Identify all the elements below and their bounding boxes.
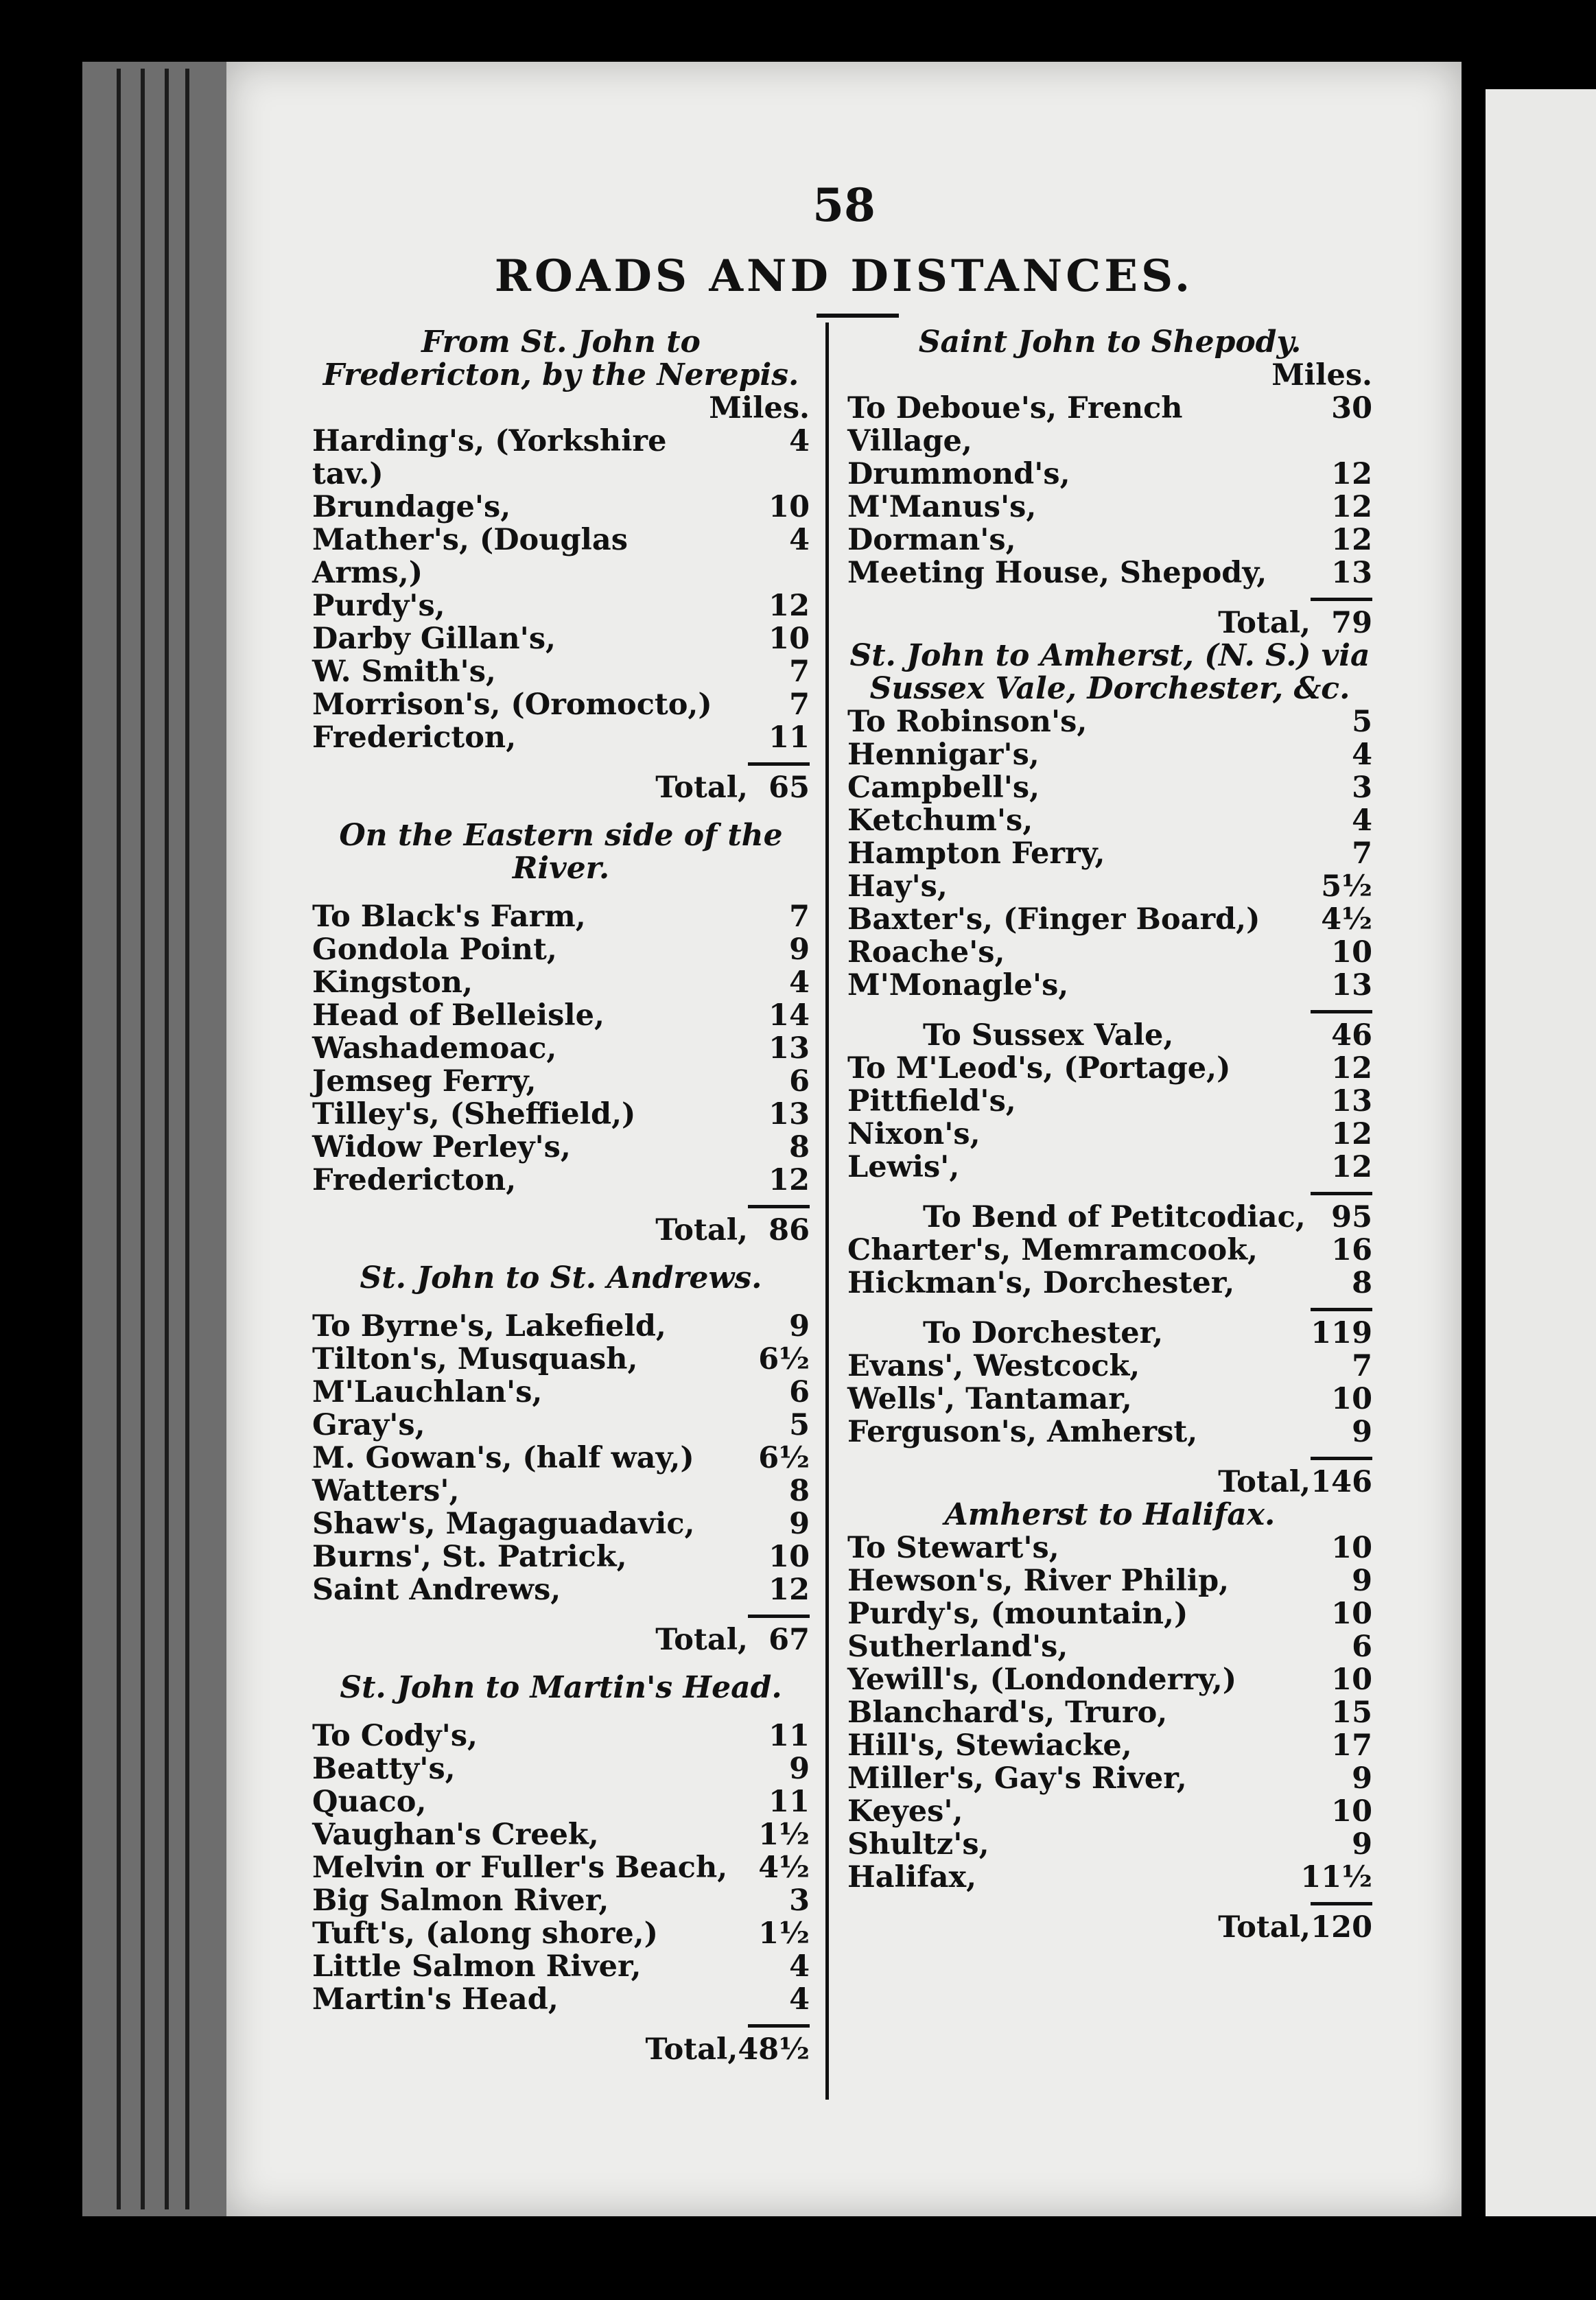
place-name: Hampton Ferry, bbox=[847, 836, 1105, 871]
miles-column-label: Miles. bbox=[1271, 358, 1372, 392]
place-name: To M'Leod's, (Portage,) bbox=[847, 1051, 1231, 1086]
miles-value: 12 bbox=[1331, 1117, 1372, 1151]
book-page-edges bbox=[82, 62, 240, 2216]
route-row bbox=[847, 1350, 1372, 1383]
sum-rule bbox=[1311, 598, 1372, 601]
route-row bbox=[847, 1118, 1372, 1151]
section-heading: St. John to Martin's Head. bbox=[340, 1670, 782, 1705]
sum-rule bbox=[748, 2024, 810, 2028]
route-row bbox=[312, 1032, 810, 1065]
total-label: Total, bbox=[655, 1623, 748, 1657]
miles-value: 4½ bbox=[758, 1851, 810, 1885]
right-column bbox=[847, 326, 1372, 1944]
route-list bbox=[312, 425, 810, 754]
place-name: Little Salmon River, bbox=[312, 1949, 642, 1984]
place-name: Gray's, bbox=[312, 1408, 425, 1442]
place-name: Ferguson's, Amherst, bbox=[847, 1415, 1198, 1449]
place-name: Yewill's, (Londonderry,) bbox=[847, 1663, 1237, 1697]
section-heading: St. John to Amherst, (N. S.) via Sussex Vale, Dorchester, &c. bbox=[849, 638, 1370, 706]
route-row bbox=[847, 524, 1372, 556]
section-heading: From St. John to Fredericton, by the Nerepis. bbox=[322, 325, 799, 392]
place-name: Shultz's, bbox=[847, 1827, 989, 1862]
place-name: Baxter's, (Finger Board,) bbox=[847, 902, 1260, 937]
total-value: 67 bbox=[768, 1623, 810, 1657]
miles-value: 9 bbox=[1352, 1827, 1372, 1862]
route-row bbox=[847, 1085, 1372, 1118]
sum-rule bbox=[1311, 1192, 1372, 1195]
place-name: Harding's, (Yorkshire tav.) bbox=[312, 424, 667, 491]
page-edge-line bbox=[165, 69, 169, 2209]
place-name: Roache's, bbox=[847, 935, 1005, 970]
route-row bbox=[847, 1762, 1372, 1795]
route-row bbox=[312, 966, 810, 999]
route-row bbox=[312, 1131, 810, 1164]
route-row bbox=[847, 556, 1372, 589]
place-name: Big Salmon River, bbox=[312, 1884, 609, 1918]
place-name: Wells', Tantamar, bbox=[847, 1382, 1132, 1416]
miles-value: 4 bbox=[789, 523, 810, 557]
total-row bbox=[312, 1214, 810, 1247]
miles-value: 10 bbox=[1331, 935, 1372, 970]
route-list bbox=[847, 1234, 1372, 1300]
place-name: Kingston, bbox=[312, 965, 473, 1000]
place-name: Meeting House, Shepody, bbox=[847, 556, 1267, 590]
route-row bbox=[847, 1564, 1372, 1597]
route-list bbox=[847, 1532, 1372, 1894]
place-name: Tilley's, (Sheffield,) bbox=[312, 1097, 636, 1131]
miles-value: 8 bbox=[789, 1130, 810, 1164]
route-row bbox=[847, 705, 1372, 738]
total-value: 120 bbox=[1311, 1910, 1372, 1945]
miles-value: 9 bbox=[1352, 1564, 1372, 1598]
miles-value: 1½ bbox=[758, 1818, 810, 1852]
place-name: Darby Gillan's, bbox=[312, 622, 556, 656]
route-row bbox=[847, 837, 1372, 870]
miles-value: 12 bbox=[768, 1163, 810, 1197]
place-name: Halifax, bbox=[847, 1860, 977, 1894]
miles-value: 3 bbox=[789, 1884, 810, 1918]
miles-value: 12 bbox=[1331, 490, 1372, 524]
place-name: Purdy's, bbox=[312, 589, 445, 623]
book-page bbox=[226, 62, 1462, 2216]
miles-value: 12 bbox=[1331, 523, 1372, 557]
miles-value: 12 bbox=[1331, 1150, 1372, 1184]
route-row bbox=[312, 1475, 810, 1507]
route-row bbox=[847, 1052, 1372, 1085]
miles-value: 10 bbox=[768, 1540, 810, 1574]
route-row bbox=[847, 1663, 1372, 1696]
miles-value: 9 bbox=[1352, 1761, 1372, 1796]
route-row bbox=[312, 1164, 810, 1197]
place-name: Pittfield's, bbox=[847, 1084, 1016, 1118]
miles-value: 12 bbox=[1331, 1051, 1372, 1086]
page-title: ROADS AND DISTANCES. bbox=[494, 250, 1194, 302]
section-heading: On the Eastern side of the River. bbox=[339, 818, 783, 886]
subtotal-row bbox=[847, 1317, 1372, 1350]
miles-value: 5 bbox=[789, 1408, 810, 1442]
place-name: Sutherland's, bbox=[847, 1630, 1068, 1664]
place-name: Widow Perley's, bbox=[312, 1130, 571, 1164]
miles-value: 10 bbox=[1331, 1794, 1372, 1829]
miles-value: 7 bbox=[789, 900, 810, 934]
miles-value: 11 bbox=[768, 720, 810, 755]
place-name: Beatty's, bbox=[312, 1752, 456, 1786]
place-name: To Byrne's, Lakefield, bbox=[312, 1309, 666, 1343]
place-name: Hill's, Stewiacke, bbox=[847, 1728, 1132, 1763]
route-row bbox=[312, 622, 810, 655]
route-list bbox=[312, 1310, 810, 1606]
route-row bbox=[847, 1696, 1372, 1729]
place-name: To Robinson's, bbox=[847, 705, 1088, 739]
route-row bbox=[312, 1720, 810, 1752]
route-row bbox=[847, 1828, 1372, 1861]
miles-value: 11½ bbox=[1300, 1860, 1372, 1894]
route-row bbox=[312, 1098, 810, 1131]
place-name: Dorman's, bbox=[847, 523, 1016, 557]
place-name: Hay's, bbox=[847, 869, 948, 904]
miles-value: 12 bbox=[1331, 457, 1372, 491]
route-row bbox=[312, 688, 810, 721]
place-name: Tilton's, Musquash, bbox=[312, 1342, 638, 1376]
miles-value: 8 bbox=[1352, 1266, 1372, 1300]
subtotal-label: To Dorchester, bbox=[923, 1316, 1164, 1350]
miles-value: 4 bbox=[1352, 803, 1372, 838]
total-row bbox=[312, 1623, 810, 1656]
route-row bbox=[847, 903, 1372, 936]
route-row bbox=[847, 1267, 1372, 1300]
place-name: M. Gowan's, (half way,) bbox=[312, 1441, 694, 1475]
subtotal-row bbox=[847, 1201, 1372, 1234]
place-name: Hewson's, River Philip, bbox=[847, 1564, 1230, 1598]
route-row bbox=[312, 1851, 810, 1884]
miles-value: 13 bbox=[768, 1097, 810, 1131]
route-list bbox=[847, 1350, 1372, 1448]
section-heading: St. John to St. Andrews. bbox=[360, 1260, 762, 1295]
miles-column-label: Miles. bbox=[709, 391, 810, 425]
sum-rule bbox=[748, 762, 810, 766]
route-list bbox=[847, 1052, 1372, 1184]
place-name: Nixon's, bbox=[847, 1117, 981, 1151]
route-row bbox=[312, 1540, 810, 1573]
miles-value: 11 bbox=[768, 1785, 810, 1819]
place-name: Quaco, bbox=[312, 1785, 427, 1819]
place-name: Watters', bbox=[312, 1474, 460, 1508]
miles-value: 13 bbox=[768, 1031, 810, 1066]
place-name: Washademoac, bbox=[312, 1031, 557, 1066]
miles-value: 6 bbox=[789, 1064, 810, 1099]
sum-rule bbox=[1311, 1457, 1372, 1460]
place-name: Mather's, (Douglas Arms,) bbox=[312, 523, 628, 590]
place-name: Campbell's, bbox=[847, 771, 1040, 805]
subtotal-row bbox=[847, 1019, 1372, 1052]
route-row bbox=[312, 589, 810, 622]
route-row bbox=[847, 1630, 1372, 1663]
route-row bbox=[312, 491, 810, 524]
miles-value: 4 bbox=[789, 424, 810, 458]
route-row bbox=[312, 425, 810, 491]
route-row bbox=[847, 1151, 1372, 1184]
place-name: To Stewart's, bbox=[847, 1531, 1059, 1565]
miles-value: 8 bbox=[789, 1474, 810, 1508]
place-name: Shaw's, Magaguadavic, bbox=[312, 1507, 695, 1541]
place-name: Tuft's, (along shore,) bbox=[312, 1916, 658, 1951]
miles-value: 7 bbox=[789, 688, 810, 722]
route-row bbox=[847, 458, 1372, 491]
route-row bbox=[312, 1409, 810, 1442]
facing-page-edge bbox=[1486, 89, 1596, 2216]
miles-value: 9 bbox=[789, 1507, 810, 1541]
route-list bbox=[847, 705, 1372, 1002]
route-row bbox=[847, 392, 1372, 458]
place-name: Drummond's, bbox=[847, 457, 1070, 491]
miles-value: 9 bbox=[789, 1752, 810, 1786]
miles-value: 5½ bbox=[1321, 869, 1372, 904]
route-row bbox=[312, 1785, 810, 1818]
miles-value: 6 bbox=[1352, 1630, 1372, 1664]
miles-value: 9 bbox=[789, 1309, 810, 1343]
place-name: M'Manus's, bbox=[847, 490, 1037, 524]
miles-value: 30 bbox=[1331, 391, 1372, 425]
total-row bbox=[847, 1466, 1372, 1499]
miles-value: 9 bbox=[789, 932, 810, 967]
miles-value: 3 bbox=[1352, 771, 1372, 805]
route-list bbox=[312, 900, 810, 1197]
miles-value: 10 bbox=[1331, 1597, 1372, 1631]
sum-rule bbox=[748, 1205, 810, 1208]
miles-value: 10 bbox=[768, 622, 810, 656]
route-row bbox=[847, 771, 1372, 804]
place-name: Fredericton, bbox=[312, 1163, 517, 1197]
miles-value: 11 bbox=[768, 1719, 810, 1753]
total-label: Total, bbox=[645, 2032, 738, 2067]
place-name: To Black's Farm, bbox=[312, 900, 586, 934]
route-row bbox=[847, 1416, 1372, 1448]
miles-value: 13 bbox=[1331, 1084, 1372, 1118]
sum-rule bbox=[1311, 1902, 1372, 1905]
total-row bbox=[312, 2033, 810, 2066]
route-list bbox=[847, 392, 1372, 589]
page-edge-line bbox=[185, 69, 189, 2209]
route-row bbox=[847, 1861, 1372, 1894]
subtotal-label: To Sussex Vale, bbox=[923, 1018, 1174, 1053]
place-name: To Deboue's, French Village, bbox=[847, 391, 1183, 458]
place-name: Hickman's, Dorchester, bbox=[847, 1266, 1235, 1300]
route-row bbox=[847, 1383, 1372, 1416]
route-row bbox=[847, 969, 1372, 1002]
miles-value: 16 bbox=[1331, 1233, 1372, 1267]
place-name: Head of Belleisle, bbox=[312, 998, 605, 1033]
title-rule bbox=[817, 314, 899, 318]
section-heading: Amherst to Halifax. bbox=[944, 1497, 1276, 1532]
total-label: Total, bbox=[1218, 606, 1311, 640]
route-row bbox=[847, 804, 1372, 837]
miles-value: 4 bbox=[789, 1949, 810, 1984]
miles-value: 6 bbox=[789, 1375, 810, 1409]
miles-value: 10 bbox=[768, 490, 810, 524]
total-row bbox=[312, 771, 810, 804]
miles-value: 10 bbox=[1331, 1531, 1372, 1565]
place-name: M'Monagle's, bbox=[847, 968, 1069, 1002]
place-name: Burns', St. Patrick, bbox=[312, 1540, 627, 1574]
total-value: 79 bbox=[1331, 606, 1372, 640]
place-name: Miller's, Gay's River, bbox=[847, 1761, 1187, 1796]
route-row bbox=[312, 524, 810, 589]
place-name: Gondola Point, bbox=[312, 932, 557, 967]
miles-value: 15 bbox=[1331, 1695, 1372, 1730]
miles-value: 14 bbox=[768, 998, 810, 1033]
miles-value: 7 bbox=[1352, 1349, 1372, 1383]
total-label: Total, bbox=[1218, 1465, 1311, 1499]
place-name: Martin's Head, bbox=[312, 1982, 559, 2017]
route-row bbox=[312, 999, 810, 1032]
place-name: Lewis', bbox=[847, 1150, 960, 1184]
route-row bbox=[847, 1729, 1372, 1762]
miles-value: 10 bbox=[1331, 1382, 1372, 1416]
route-row bbox=[312, 1310, 810, 1343]
total-value: 86 bbox=[768, 1213, 810, 1247]
section-heading: Saint John to Shepody. bbox=[918, 325, 1302, 360]
total-row bbox=[847, 1911, 1372, 1944]
page-edge-line bbox=[141, 69, 145, 2209]
place-name: Charter's, Memramcook, bbox=[847, 1233, 1258, 1267]
sum-rule bbox=[1311, 1010, 1372, 1013]
total-value: 65 bbox=[768, 771, 810, 805]
miles-value: 12 bbox=[768, 589, 810, 623]
sum-rule bbox=[1311, 1308, 1372, 1311]
place-name: W. Smith's, bbox=[312, 655, 496, 689]
route-row bbox=[312, 1818, 810, 1851]
place-name: Melvin or Fuller's Beach, bbox=[312, 1851, 728, 1885]
route-list bbox=[312, 1720, 810, 2016]
miles-value: 12 bbox=[768, 1573, 810, 1607]
miles-value: 4 bbox=[789, 1982, 810, 2017]
sum-rule bbox=[748, 1615, 810, 1618]
route-row bbox=[847, 1532, 1372, 1564]
place-name: Hennigar's, bbox=[847, 738, 1040, 772]
place-name: Keyes', bbox=[847, 1794, 963, 1829]
subtotal-label: To Bend of Petitcodiac, bbox=[923, 1200, 1306, 1234]
miles-value: 1½ bbox=[758, 1916, 810, 1951]
route-row bbox=[847, 1795, 1372, 1828]
place-name: Jemseg Ferry, bbox=[312, 1064, 537, 1099]
place-name: Brundage's, bbox=[312, 490, 511, 524]
route-row bbox=[312, 1507, 810, 1540]
route-row bbox=[312, 1573, 810, 1606]
place-name: Vaughan's Creek, bbox=[312, 1818, 599, 1852]
route-row bbox=[312, 900, 810, 933]
route-row bbox=[312, 1752, 810, 1785]
route-row bbox=[312, 655, 810, 688]
place-name: Evans', Westcock, bbox=[847, 1349, 1140, 1383]
total-value: 48½ bbox=[738, 2032, 810, 2067]
place-name: Morrison's, (Oromocto,) bbox=[312, 688, 712, 722]
miles-value: 13 bbox=[1331, 968, 1372, 1002]
place-name: M'Lauchlan's, bbox=[312, 1375, 543, 1409]
miles-value: 7 bbox=[1352, 836, 1372, 871]
miles-value: 13 bbox=[1331, 556, 1372, 590]
left-column bbox=[312, 326, 810, 2066]
route-row bbox=[312, 1065, 810, 1098]
subtotal-value: 46 bbox=[1331, 1018, 1372, 1053]
route-row bbox=[312, 1442, 810, 1475]
route-row bbox=[312, 1884, 810, 1917]
route-row bbox=[312, 1376, 810, 1409]
miles-value: 17 bbox=[1331, 1728, 1372, 1763]
miles-value: 5 bbox=[1352, 705, 1372, 739]
route-row bbox=[312, 1343, 810, 1376]
route-row bbox=[847, 936, 1372, 969]
total-row bbox=[847, 607, 1372, 639]
miles-value: 4½ bbox=[1321, 902, 1372, 937]
route-row bbox=[312, 1950, 810, 1983]
miles-value: 6½ bbox=[758, 1342, 810, 1376]
total-label: Total, bbox=[655, 771, 748, 805]
total-label: Total, bbox=[1218, 1910, 1311, 1945]
subtotal-value: 119 bbox=[1311, 1316, 1372, 1350]
subtotal-value: 95 bbox=[1331, 1200, 1372, 1234]
route-row bbox=[847, 491, 1372, 524]
place-name: Purdy's, (mountain,) bbox=[847, 1597, 1188, 1631]
miles-value: 4 bbox=[789, 965, 810, 1000]
total-value: 146 bbox=[1311, 1465, 1372, 1499]
route-row bbox=[312, 933, 810, 966]
miles-value: 4 bbox=[1352, 738, 1372, 772]
column-divider bbox=[825, 322, 829, 2100]
place-name: Fredericton, bbox=[312, 720, 517, 755]
route-row bbox=[312, 1917, 810, 1950]
route-row bbox=[847, 738, 1372, 771]
route-row bbox=[312, 1983, 810, 2016]
route-row bbox=[312, 721, 810, 754]
route-row bbox=[847, 1234, 1372, 1267]
place-name: To Cody's, bbox=[312, 1719, 478, 1753]
miles-value: 10 bbox=[1331, 1663, 1372, 1697]
route-row bbox=[847, 870, 1372, 903]
miles-value: 9 bbox=[1352, 1415, 1372, 1449]
page-edge-line bbox=[117, 69, 121, 2209]
place-name: Ketchum's, bbox=[847, 803, 1033, 838]
place-name: Saint Andrews, bbox=[312, 1573, 561, 1607]
total-label: Total, bbox=[655, 1213, 748, 1247]
route-row bbox=[847, 1597, 1372, 1630]
miles-value: 6½ bbox=[758, 1441, 810, 1475]
page-number: 58 bbox=[812, 178, 876, 232]
place-name: Blanchard's, Truro, bbox=[847, 1695, 1168, 1730]
miles-value: 7 bbox=[789, 655, 810, 689]
